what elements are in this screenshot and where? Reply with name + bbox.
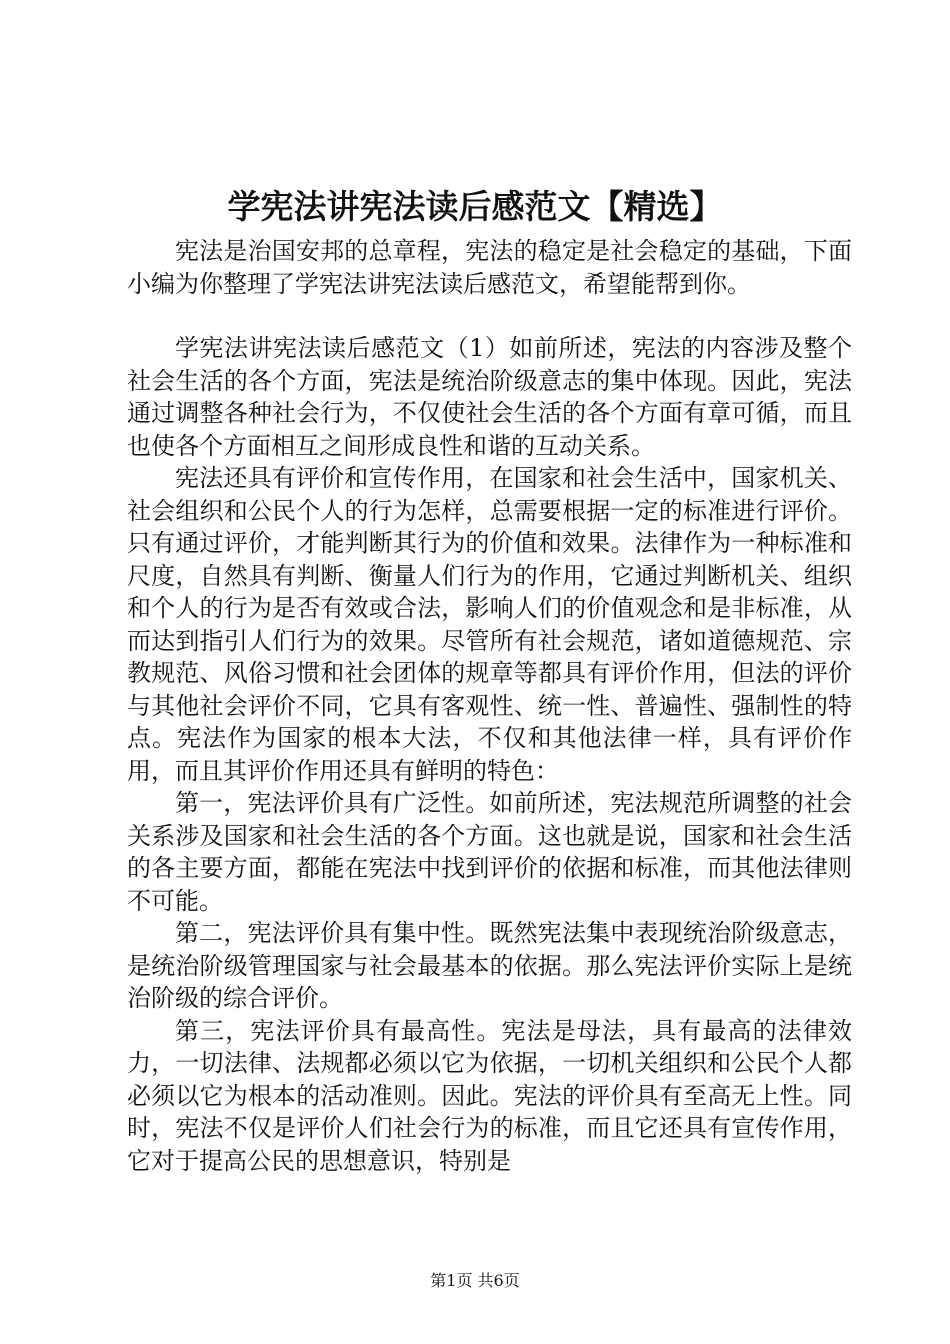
body-paragraph: 第三，宪法评价具有最高性。宪法是母法，具有最高的法律效力，一切法律、法规都必须以它为依据，一切机关组织和公民个人都必须以它为根本的活动准则。因此。宪法的评价具有至高无上性。同时，宪法不仅是评价人们社会行为的标准，而且它还具有宣传作用，它对于提高公民的思想意识，特别是 xyxy=(127,1016,852,1175)
body-paragraph: 第一，宪法评价具有广泛性。如前所述，宪法规范所调整的社会关系涉及国家和社会生活的各个方面。这也就是说，国家和社会生活的各主要方面，都能在宪法中找到评价的依据和标准，而其他法律则不可能。 xyxy=(127,789,852,915)
body-paragraph: 第二，宪法评价具有集中性。既然宪法集中表现统治阶级意志，是统治阶级管理国家与社会最基本的依据。那么宪法评价实际上是统治阶级的综合评价。 xyxy=(127,919,852,1012)
body-paragraph: 学宪法讲宪法读后感范文（1）如前所述，宪法的内容涉及整个社会生活的各个方面，宪法是统治阶级意志的集中体现。因此，宪法通过调整各种社会行为，不仅使社会生活的各个方面有章可循，而且也使各个方面相互之间形成良性和谐的互动关系。 xyxy=(127,334,852,460)
intro-paragraph: 宪法是治国安邦的总章程，宪法的稳定是社会稳定的基础，下面小编为你整理了学宪法讲宪法读后感范文，希望能帮到你。 xyxy=(127,237,852,298)
page-footer: 第1页 共6页 xyxy=(430,1271,520,1290)
document-body xyxy=(127,235,852,1177)
document-title: 学宪法讲宪法读后感范文【精选】 xyxy=(227,187,723,226)
body-paragraph: 宪法还具有评价和宣传作用，在国家和社会生活中，国家机关、社会组织和公民个人的行为怎样，总需要根据一定的标准进行评价。只有通过评价，才能判断其行为的价值和效果。法律作为一种标准和尺度，自然具有判断、衡量人们行为的作用，它通过判断机关、组织和个人的行为是否有效或合法，影响人们的价值观念和是非标准，从而达到指引人们行为的效果。尽管所有社会规范，诸如道德规范、宗教规范、风俗习惯和社会团体的规章等都具有评价作用，但法的评价与其他社会评价不同，它具有客观性、统一性、普遍性、强制性的特点。宪法作为国家的根本大法，不仅和其他法律一样，具有评价作用，而且其评价作用还具有鲜明的特色： xyxy=(127,464,852,785)
